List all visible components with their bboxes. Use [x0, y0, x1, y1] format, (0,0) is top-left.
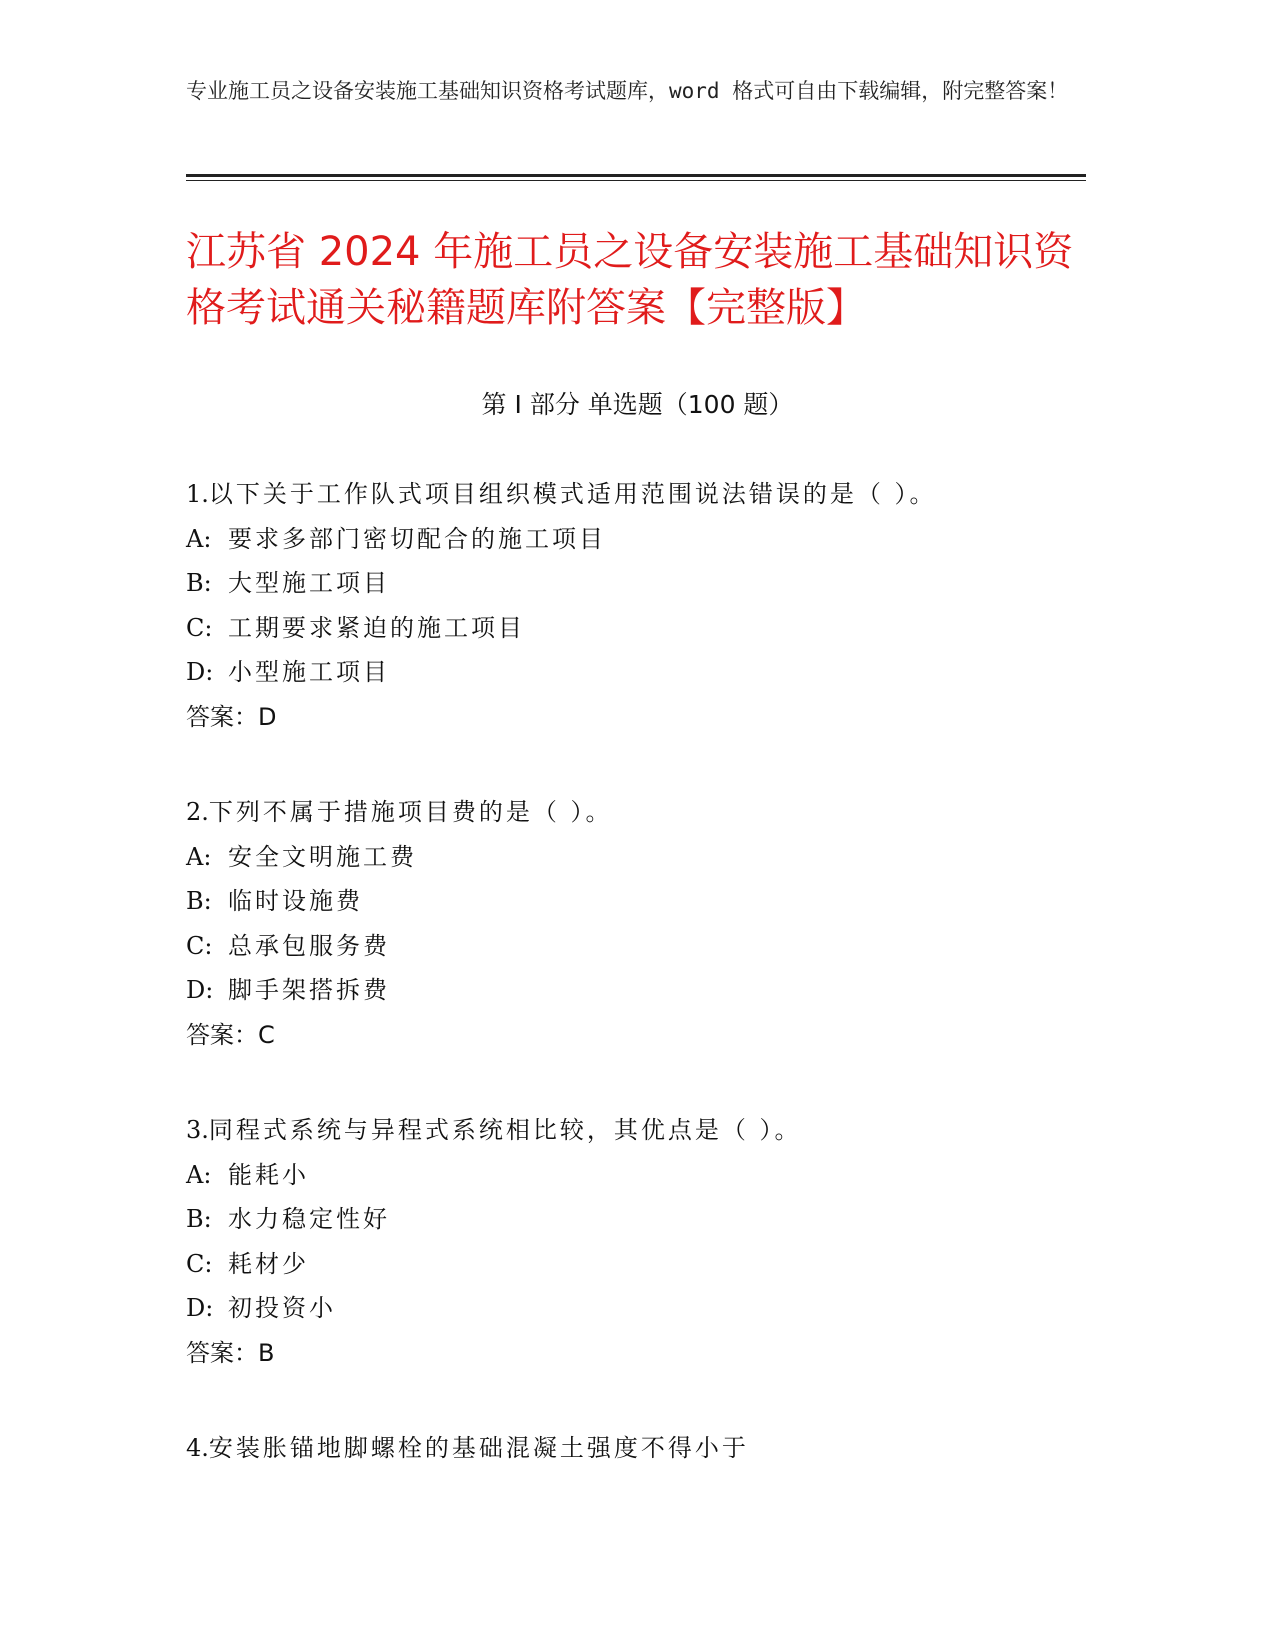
question-text: 以下关于工作队式项目组织模式适用范围说法错误的是（ ）。 — [208, 480, 937, 508]
option-b — [186, 561, 1086, 606]
question-stem — [186, 1426, 1086, 1471]
option-text: 临时设施费 — [228, 887, 363, 915]
option-d — [186, 968, 1086, 1013]
option-text: 要求多部门密切配合的施工项目 — [228, 524, 606, 553]
question-text: 同程式系统与异程式系统相比较，其优点是（ ）。 — [208, 1116, 802, 1144]
option-text: 水力稳定性好 — [228, 1205, 390, 1233]
answer: 答案：B — [186, 1338, 275, 1367]
option-letter: C: — [186, 1249, 213, 1278]
option-c — [186, 606, 1086, 651]
option-letter: C: — [186, 613, 213, 642]
question-4 — [186, 1426, 1086, 1471]
option-d — [186, 1286, 1086, 1331]
question-text: 安装胀锚地脚螺栓的基础混凝土强度不得小于 — [208, 1434, 749, 1462]
option-text: 能耗小 — [228, 1160, 309, 1189]
option-letter: A: — [186, 842, 212, 871]
header-divider-thick — [186, 174, 1086, 177]
option-text: 小型施工项目 — [228, 658, 390, 686]
question-2 — [186, 790, 1086, 1108]
question-stem — [186, 472, 1086, 517]
header-divider-thin — [186, 180, 1086, 181]
document-title: 江苏省 2024 年施工员之设备安装施工基础知识资格考试通关秘籍题库附答案【完整版】 — [186, 229, 1074, 331]
answer: 答案：C — [186, 1020, 275, 1049]
option-a — [186, 1153, 1086, 1198]
question-number: 4. — [186, 1434, 209, 1462]
option-text: 初投资小 — [228, 1294, 336, 1322]
option-a — [186, 517, 1086, 562]
option-text: 总承包服务费 — [228, 931, 390, 960]
option-c — [186, 924, 1086, 969]
option-text: 脚手架搭拆费 — [228, 976, 390, 1004]
option-c — [186, 1242, 1086, 1287]
option-text: 安全文明施工费 — [228, 842, 417, 871]
question-number: 2. — [186, 798, 209, 826]
option-b — [186, 879, 1086, 924]
option-text: 大型施工项目 — [228, 569, 390, 597]
question-list — [186, 472, 1086, 1471]
option-d — [186, 650, 1086, 695]
option-text: 工期要求紧迫的施工项目 — [228, 613, 525, 642]
option-letter: B: — [186, 569, 212, 597]
question-3 — [186, 1108, 1086, 1426]
option-letter: C: — [186, 931, 213, 960]
section-heading: 第 I 部分 单选题（100 题） — [481, 390, 794, 419]
option-letter: B: — [186, 887, 212, 915]
question-1 — [186, 472, 1086, 790]
question-stem — [186, 1108, 1086, 1153]
question-number: 1. — [186, 480, 209, 508]
question-text: 下列不属于措施项目费的是（ ）。 — [208, 798, 613, 826]
option-letter: D: — [186, 658, 214, 686]
question-number: 3. — [186, 1116, 209, 1144]
option-text: 耗材少 — [228, 1249, 309, 1278]
option-b — [186, 1197, 1086, 1242]
option-letter: B: — [186, 1205, 212, 1233]
option-letter: D: — [186, 1294, 214, 1322]
option-a — [186, 835, 1086, 880]
header-note: 专业施工员之设备安装施工基础知识资格考试题库，word 格式可自由下载编辑，附完整答案！ — [186, 79, 1069, 103]
answer: 答案：D — [186, 702, 277, 731]
option-letter: D: — [186, 976, 214, 1004]
question-stem — [186, 790, 1086, 835]
option-letter: A: — [186, 524, 212, 553]
option-letter: A: — [186, 1160, 212, 1189]
